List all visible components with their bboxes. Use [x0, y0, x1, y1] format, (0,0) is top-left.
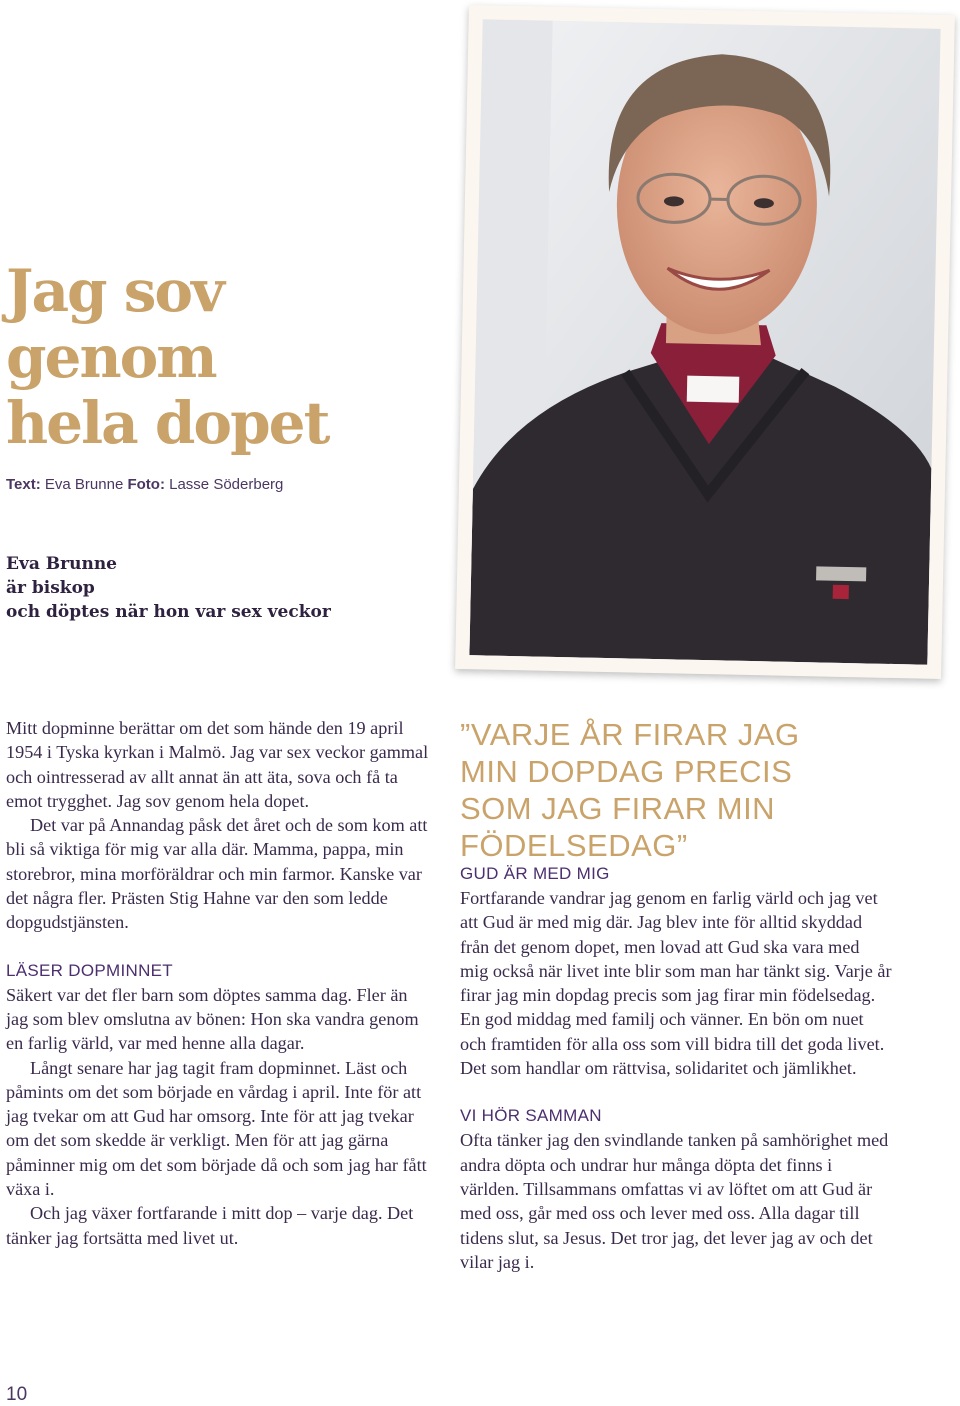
subheading-laser-dopminnet: LÄSER DOPMINNET	[6, 960, 173, 980]
paragraph: Mitt dopminne berättar om det som hände den 19 april 1954 i Tyska kyrkan i Malmö. Jag var sex veckor gammal och ointresserad av allt annat än att äta, sova och få ta emot trygghet. Jag sov genom hela dopet.	[6, 718, 429, 811]
byline-photo-author: Lasse Söderberg	[169, 476, 284, 493]
pull-quote: ”VARJE ÅR FIRAR JAG MIN DOPDAG PRECIS SOM JAG FIRAR MIN FÖDELSEDAG”	[460, 717, 800, 863]
intro-line-2: är biskop	[6, 578, 95, 598]
paragraph: Och jag växer fortfarande i mitt dop – varje dag. Det tänker jag fortsätta med livet ut.	[6, 1203, 414, 1248]
headline-line-3: hela dopet	[6, 389, 329, 457]
portrait-photo	[455, 5, 955, 679]
portrait-illustration	[469, 19, 940, 664]
byline-photo-label: Foto:	[127, 476, 165, 493]
subheading-vi-hor-samman: VI HÖR SAMMAN	[460, 1106, 602, 1126]
paragraph: Det var på Annandag påsk det året och de som kom att bli så viktiga för mig var alla där. Mamma, pappa, min storebror, mina morföräldrar och min farmor. Kanske var det några fler. Prästen Stig Hahne var den som ledde dopgudstjänsten.	[6, 815, 428, 933]
left-column	[6, 716, 434, 1250]
intro-text	[6, 552, 426, 624]
headline-line-1: Jag sov	[6, 257, 223, 325]
paragraph: Ofta tänker jag den svindlande tanken på samhörighet med andra döpta och undrar hur många döpta det finns i världen. Tillsammans omfattas vi av löftet om att Gud är med oss, går med oss och lever med oss. Alla dagar till tidens slut, sa Jesus. Det tror jag, det lever jag av och det vilar jag i.	[460, 1130, 889, 1272]
page-number: 10	[6, 1384, 28, 1405]
headline-line-2: genom	[6, 323, 216, 391]
right-column	[460, 862, 892, 1274]
paragraph: Långt senare har jag tagit fram dopminnet. Läst och påmints om det som började en vårdag i april. Inte för att jag tvekar om att Gud har omsorg. Inte för att jag tvekar om det som skedde är verkligt. Men för att jag gärna påminner mig om det som började då och som jag har fått växa i.	[6, 1057, 427, 1200]
paragraph: Fortfarande vandrar jag genom en farlig värld och jag vet att Gud är med mig där. Jag blev inte för alltid skyddad från det genom dopet, men lovad att Gud ska vara med mig också när livet inte blir som man har tänkt sig. Varje år firar jag min dopdag precis som jag firar min födelsedag. En god middag med familj och vänner. En bön om nuet och framtiden för alla oss som vill bidra till det goda livet. Det som handlar om rättvisa, solidaritet och jämlikhet.	[460, 888, 892, 1079]
paragraph: Säkert var det fler barn som döptes samma dag. Fler än jag som blev omslutna av bönen: Hon ska vandra genom en farlig värld, var med henne alla dagar.	[6, 984, 419, 1054]
photo-image	[469, 19, 940, 664]
byline-text-author: Eva Brunne	[44, 476, 124, 493]
byline	[6, 476, 283, 493]
article-headline	[6, 258, 406, 456]
byline-text-label: Text:	[6, 476, 41, 493]
intro-line-3: och döptes när hon var sex veckor	[6, 602, 331, 622]
intro-line-1: Eva Brunne	[6, 554, 117, 574]
subheading-gud-ar-med-mig: GUD ÄR MED MIG	[460, 864, 610, 883]
